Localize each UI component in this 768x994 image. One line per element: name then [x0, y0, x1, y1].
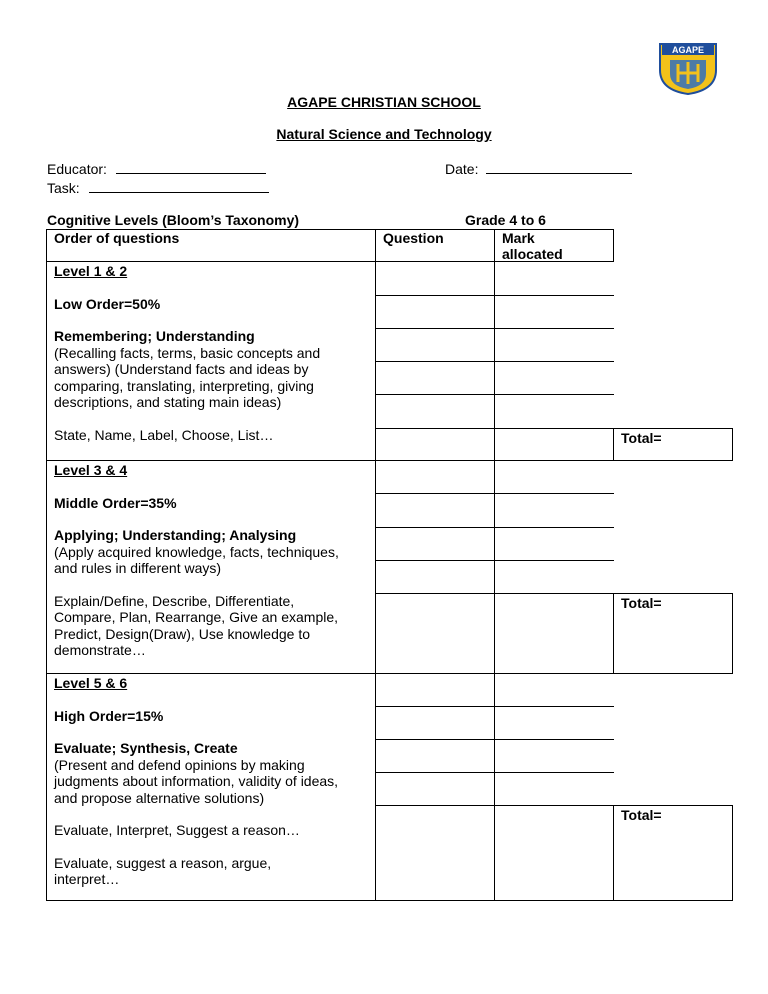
verbs-line: interpret…	[54, 871, 120, 887]
grid-line	[375, 593, 733, 594]
col-header-order: Order of questions	[54, 230, 180, 246]
desc-line: and propose alternative solutions)	[54, 789, 265, 806]
desc-line: judgments about information, validity of ideas,	[54, 773, 339, 789]
grid-line	[375, 394, 614, 395]
order-label: Middle Order=35%	[54, 494, 177, 511]
table-caption-right: Grade 4 to 6	[465, 212, 546, 228]
table-caption-left: Cognitive Levels (Bloom’s Taxonomy)	[47, 212, 300, 228]
desc-line: comparing, translating, interpreting, giving	[54, 377, 314, 394]
grid-line	[732, 805, 733, 901]
section-heading: Evaluate; Synthesis, Create	[54, 740, 238, 756]
task-line[interactable]	[89, 178, 269, 193]
col-header-mark	[502, 230, 563, 262]
verbs-line: State, Name, Label, Choose, List…	[54, 426, 274, 443]
grid-line	[375, 527, 614, 528]
educator-label: Educator:	[47, 161, 107, 177]
grid-line	[46, 229, 47, 901]
total-label: Total=	[621, 807, 662, 823]
grid-line	[613, 593, 614, 673]
educator-field	[47, 159, 266, 177]
date-field	[445, 159, 632, 177]
date-line[interactable]	[486, 159, 632, 174]
grid-line	[375, 361, 614, 362]
desc-line: answers) (Understand facts and ideas by	[54, 361, 309, 377]
desc-line: (Apply acquired knowledge, facts, techniques,	[54, 543, 339, 560]
grid-line	[46, 900, 733, 901]
verbs-line: Compare, Plan, Rearrange, Give an example,	[54, 609, 339, 625]
col-header-mark-line2: allocated	[502, 246, 563, 262]
order-label: Low Order=50%	[54, 295, 161, 312]
educator-line[interactable]	[116, 159, 266, 174]
grid-line	[375, 560, 614, 561]
level-label: Level 3 & 4	[54, 462, 128, 478]
verbs-line: demonstrate…	[54, 642, 146, 658]
section-level-5-6	[54, 675, 372, 888]
grid-line	[375, 328, 614, 329]
task-field	[47, 178, 269, 196]
grid-line	[375, 493, 614, 494]
section-level-1-2	[54, 263, 372, 443]
grid-line	[375, 229, 376, 901]
task-label: Task:	[47, 180, 80, 196]
grid-line	[732, 593, 733, 673]
grid-line	[613, 805, 614, 901]
logo-text: AGAPE	[671, 45, 705, 55]
total-label: Total=	[621, 430, 662, 446]
level-label: Level 5 & 6	[54, 675, 128, 691]
desc-line: descriptions, and stating main ideas)	[54, 394, 282, 410]
grid-line	[375, 805, 733, 806]
grid-line	[46, 460, 733, 461]
section-heading: Applying; Understanding; Analysing	[54, 527, 297, 543]
verbs-line: Explain/Define, Describe, Differentiate,	[54, 592, 295, 609]
grid-line	[375, 706, 614, 707]
verbs-line: Evaluate, suggest a reason, argue,	[54, 854, 272, 871]
level-label: Level 1 & 2	[54, 263, 128, 279]
subject-title: Natural Science and Technology	[276, 126, 492, 142]
grid-line	[732, 428, 733, 460]
school-logo	[656, 40, 720, 96]
section-heading: Remembering; Understanding	[54, 328, 255, 344]
verbs-line: Predict, Design(Draw), Use knowledge to	[54, 625, 310, 642]
col-header-mark-line1: Mark	[502, 230, 535, 246]
desc-line: (Recalling facts, terms, basic concepts and	[54, 344, 321, 361]
grid-line	[46, 673, 733, 674]
grid-line	[375, 295, 614, 296]
grid-line	[375, 739, 614, 740]
desc-line: (Present and defend opinions by making	[54, 756, 305, 773]
grid-line	[613, 428, 614, 460]
section-level-3-4	[54, 462, 372, 659]
grid-line	[375, 772, 614, 773]
date-label: Date:	[445, 161, 479, 177]
col-header-question: Question	[383, 230, 444, 246]
school-name: AGAPE CHRISTIAN SCHOOL	[287, 94, 481, 110]
grid-line	[613, 229, 614, 261]
order-label: High Order=15%	[54, 707, 164, 724]
total-label: Total=	[621, 595, 662, 611]
desc-line: and rules in different ways)	[54, 560, 222, 576]
grid-line	[375, 428, 733, 429]
verbs-line: Evaluate, Interpret, Suggest a reason…	[54, 822, 300, 838]
grid-line	[494, 229, 495, 901]
